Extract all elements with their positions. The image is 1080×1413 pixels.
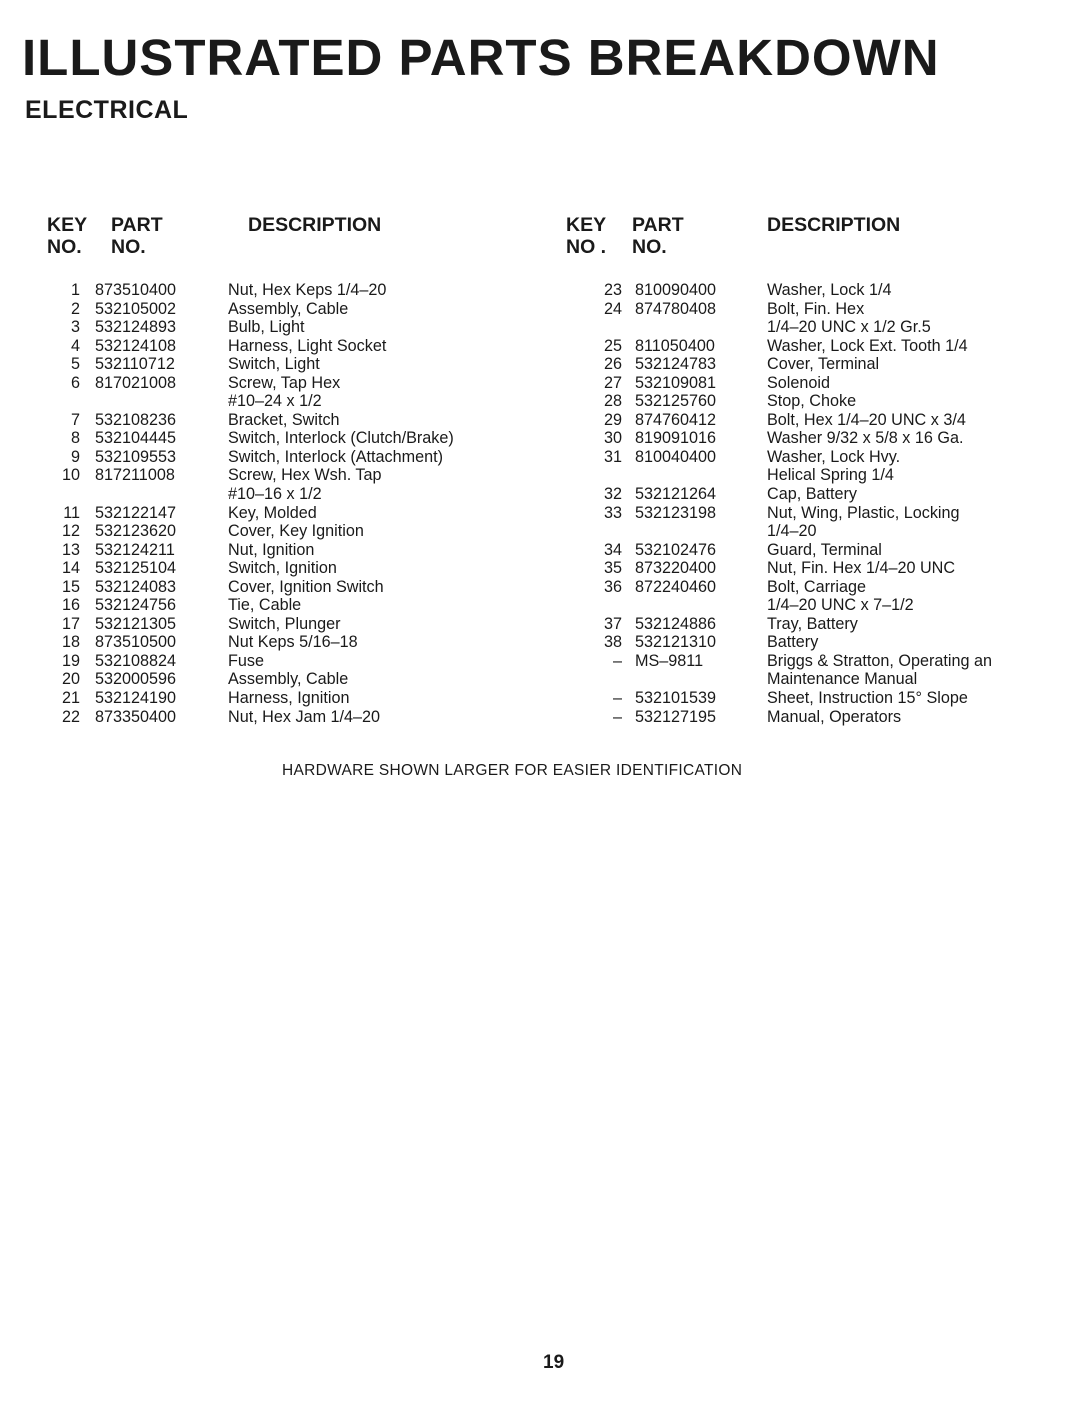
part-description: Screw, Hex Wsh. Tap <box>228 466 382 485</box>
part-description: Switch, Interlock (Attachment) <box>228 447 444 466</box>
right-key-header <box>566 214 606 258</box>
part-number: 873350400 <box>95 707 177 726</box>
part-description: Bolt, Carriage <box>767 577 866 596</box>
parts-row <box>24 392 544 411</box>
part-description: Assembly, Cable <box>228 670 349 689</box>
part-number: 872240460 <box>635 577 717 596</box>
key-number: 33 <box>603 503 622 522</box>
right-key-header-line1: KEY <box>566 214 607 236</box>
part-description: Harness, Light Socket <box>228 336 387 355</box>
parts-row <box>583 429 1080 448</box>
parts-row <box>24 652 544 671</box>
parts-row <box>24 559 544 578</box>
part-description: Nut, Hex Jam 1/4–20 <box>228 707 381 726</box>
key-number: 2 <box>70 299 80 318</box>
part-description: Washer, Lock Hvy. <box>767 447 901 466</box>
part-number: 810040400 <box>635 447 717 466</box>
part-number: 532124211 <box>95 540 175 559</box>
part-description: Bracket, Switch <box>228 410 340 429</box>
part-number: 532125104 <box>95 559 177 578</box>
key-number: 4 <box>70 336 80 355</box>
parts-row <box>24 522 544 541</box>
parts-row <box>24 281 544 300</box>
part-number: 532121305 <box>95 614 177 633</box>
key-number: 35 <box>603 559 622 578</box>
part-description: Switch, Interlock (Clutch/Brake) <box>228 429 454 448</box>
parts-row <box>583 670 1080 689</box>
part-description: Bolt, Fin. Hex <box>767 299 865 318</box>
key-number: – <box>612 689 622 708</box>
part-description: Switch, Light <box>228 355 320 374</box>
parts-row <box>24 615 544 634</box>
part-number: 873510500 <box>95 633 177 652</box>
left-description-header: DESCRIPTION <box>248 214 382 236</box>
key-number: 1 <box>70 281 80 299</box>
right-key-header-line2: NO . <box>566 236 607 258</box>
parts-row <box>24 633 544 652</box>
part-description: Nut Keps 5/16–18 <box>228 633 358 652</box>
parts-row <box>583 633 1080 652</box>
part-description: Briggs & Stratton, Operating an <box>767 651 992 670</box>
part-number: 874780408 <box>635 299 717 318</box>
part-description: Maintenance Manual <box>767 670 918 689</box>
part-description: Guard, Terminal <box>767 540 882 559</box>
key-number: 23 <box>603 281 622 299</box>
key-number: 37 <box>603 614 622 633</box>
right-description-header: DESCRIPTION <box>767 214 901 236</box>
part-description: 1/4–20 <box>767 522 817 541</box>
part-description: 1/4–20 UNC x 1/2 Gr.5 <box>767 318 931 337</box>
part-number: 532108824 <box>95 651 177 670</box>
right-part-header <box>632 214 684 258</box>
key-number: 12 <box>61 522 80 541</box>
parts-row <box>24 670 544 689</box>
parts-row <box>24 318 544 337</box>
parts-row <box>583 615 1080 634</box>
part-number: 532124108 <box>95 336 177 355</box>
part-number: 532108236 <box>95 410 177 429</box>
key-number: 36 <box>603 577 622 596</box>
part-number: 532123198 <box>635 503 717 522</box>
parts-row <box>24 411 544 430</box>
part-description: Screw, Tap Hex <box>228 373 341 392</box>
part-description: Tray, Battery <box>767 614 858 633</box>
part-number: 810090400 <box>635 281 717 299</box>
part-description: Stop, Choke <box>767 392 857 411</box>
key-number: 31 <box>603 447 622 466</box>
part-number: 532102476 <box>635 540 717 559</box>
key-number: 10 <box>61 466 80 485</box>
key-number: 30 <box>603 429 622 448</box>
part-number: 532101539 <box>635 689 717 708</box>
parts-row <box>583 578 1080 597</box>
right-part-header-line1: PART <box>632 214 684 236</box>
key-number: 38 <box>603 633 622 652</box>
part-number: 532123620 <box>95 522 177 541</box>
part-description: Solenoid <box>767 373 831 392</box>
key-number: 5 <box>70 355 80 374</box>
parts-row <box>583 318 1080 337</box>
part-description: Nut, Ignition <box>228 540 315 559</box>
part-number: 532124190 <box>95 689 177 708</box>
part-description: Helical Spring 1/4 <box>767 466 894 485</box>
part-description: Bulb, Light <box>228 318 305 337</box>
parts-row <box>24 708 544 727</box>
part-number: 532124886 <box>635 614 717 633</box>
part-number: 819091016 <box>635 429 717 448</box>
part-description: #10–24 x 1/2 <box>228 392 322 411</box>
key-number: 18 <box>61 633 80 652</box>
parts-row <box>583 559 1080 578</box>
parts-row <box>24 429 544 448</box>
part-description: Cover, Ignition Switch <box>228 577 384 596</box>
key-number: 7 <box>70 410 80 429</box>
parts-row <box>24 596 544 615</box>
key-number: – <box>612 707 622 726</box>
part-number: 532109553 <box>95 447 177 466</box>
part-description: Manual, Operators <box>767 707 902 726</box>
page-title: ILLUSTRATED PARTS BREAKDOWN <box>22 29 940 86</box>
parts-row <box>583 689 1080 708</box>
parts-row <box>24 300 544 319</box>
parts-row <box>24 541 544 560</box>
left-key-header-line1: KEY <box>47 214 88 236</box>
part-number: MS–9811 <box>635 651 704 670</box>
key-number: 25 <box>603 336 622 355</box>
key-number: 19 <box>61 651 80 670</box>
part-number: 532124756 <box>95 596 177 615</box>
part-number: 817021008 <box>95 373 177 392</box>
parts-row <box>24 578 544 597</box>
key-number: 26 <box>603 355 622 374</box>
part-description: Harness, Ignition <box>228 689 350 708</box>
key-number: 15 <box>61 577 80 596</box>
parts-row <box>583 596 1080 615</box>
part-number: 817211008 <box>95 466 175 485</box>
key-number: 9 <box>70 447 80 466</box>
key-number: 27 <box>603 373 622 392</box>
part-number: 873510400 <box>95 281 177 299</box>
key-number: 24 <box>603 299 622 318</box>
part-description: Washer, Lock 1/4 <box>767 281 892 299</box>
parts-row <box>24 448 544 467</box>
section-title: ELECTRICAL <box>25 96 189 124</box>
part-number: 532124083 <box>95 577 177 596</box>
part-description: Cap, Battery <box>767 485 857 504</box>
parts-row <box>583 374 1080 393</box>
part-number: 532124893 <box>95 318 177 337</box>
key-number: 6 <box>70 373 80 392</box>
left-key-header <box>47 214 87 258</box>
parts-row <box>583 541 1080 560</box>
part-description: Key, Molded <box>228 503 317 522</box>
part-description: Switch, Ignition <box>228 559 337 578</box>
parts-row <box>583 300 1080 319</box>
part-description: Switch, Plunger <box>228 614 341 633</box>
part-description: Sheet, Instruction 15° Slope <box>767 689 968 708</box>
parts-row <box>583 337 1080 356</box>
parts-row <box>583 281 1080 300</box>
parts-list-right <box>583 281 1080 726</box>
key-number: 14 <box>61 559 80 578</box>
key-number: 21 <box>61 689 80 708</box>
parts-row <box>24 355 544 374</box>
part-description: Nut, Hex Keps 1/4–20 <box>228 281 387 299</box>
parts-row <box>583 708 1080 727</box>
part-description: Battery <box>767 633 819 652</box>
part-description: Tie, Cable <box>228 596 302 615</box>
parts-row <box>24 504 544 523</box>
parts-row <box>24 337 544 356</box>
part-number: 811050400 <box>635 336 715 355</box>
key-number: 22 <box>61 707 80 726</box>
left-key-header-line2: NO. <box>47 236 82 258</box>
part-number: 532124783 <box>635 355 717 374</box>
part-number: 873220400 <box>635 559 717 578</box>
left-part-header <box>111 214 163 258</box>
part-description: 1/4–20 UNC x 7–1/2 <box>767 596 914 615</box>
key-number: – <box>612 651 622 670</box>
parts-row <box>583 652 1080 671</box>
part-number: 532121310 <box>635 633 717 652</box>
parts-row <box>583 522 1080 541</box>
part-description: Nut, Fin. Hex 1/4–20 UNC <box>767 559 956 578</box>
parts-row <box>583 355 1080 374</box>
page-number: 19 <box>543 1352 565 1373</box>
part-number: 532105002 <box>95 299 177 318</box>
footer-note: HARDWARE SHOWN LARGER FOR EASIER IDENTIFICATION <box>282 762 743 779</box>
parts-row <box>583 466 1080 485</box>
key-number: 29 <box>603 410 622 429</box>
key-number: 20 <box>61 670 80 689</box>
parts-row <box>24 689 544 708</box>
part-description: Bolt, Hex 1/4–20 UNC x 3/4 <box>767 410 966 429</box>
part-description: Assembly, Cable <box>228 299 349 318</box>
part-description: Washer 9/32 x 5/8 x 16 Ga. <box>767 429 964 448</box>
part-number: 532109081 <box>635 373 717 392</box>
key-number: 32 <box>603 485 622 504</box>
key-number: 13 <box>61 540 80 559</box>
part-number: 532121264 <box>635 485 717 504</box>
left-part-header-line2: NO. <box>111 236 146 258</box>
part-description: Washer, Lock Ext. Tooth 1/4 <box>767 336 968 355</box>
parts-row <box>583 448 1080 467</box>
part-description: #10–16 x 1/2 <box>228 485 322 504</box>
part-number: 532104445 <box>95 429 177 448</box>
parts-row <box>583 485 1080 504</box>
part-number: 532110712 <box>95 355 175 374</box>
part-number: 532125760 <box>635 392 717 411</box>
key-number: 34 <box>603 540 622 559</box>
left-part-header-line1: PART <box>111 214 163 236</box>
part-number: 874760412 <box>635 410 717 429</box>
parts-row <box>583 504 1080 523</box>
part-description: Cover, Key Ignition <box>228 522 364 541</box>
right-part-header-line2: NO. <box>632 236 667 258</box>
key-number: 11 <box>63 503 80 522</box>
parts-list-left <box>24 281 544 726</box>
parts-row <box>583 392 1080 411</box>
key-number: 16 <box>61 596 80 615</box>
part-description: Cover, Terminal <box>767 355 880 374</box>
parts-row <box>24 466 544 485</box>
key-number: 3 <box>70 318 80 337</box>
key-number: 8 <box>70 429 80 448</box>
parts-row <box>24 485 544 504</box>
part-number: 532000596 <box>95 670 177 689</box>
part-number: 532122147 <box>95 503 177 522</box>
part-description: Nut, Wing, Plastic, Locking <box>767 503 960 522</box>
part-number: 532127195 <box>635 707 717 726</box>
key-number: 17 <box>61 614 80 633</box>
parts-row <box>583 411 1080 430</box>
part-description: Fuse <box>228 651 264 670</box>
key-number: 28 <box>603 392 622 411</box>
parts-row <box>24 374 544 393</box>
